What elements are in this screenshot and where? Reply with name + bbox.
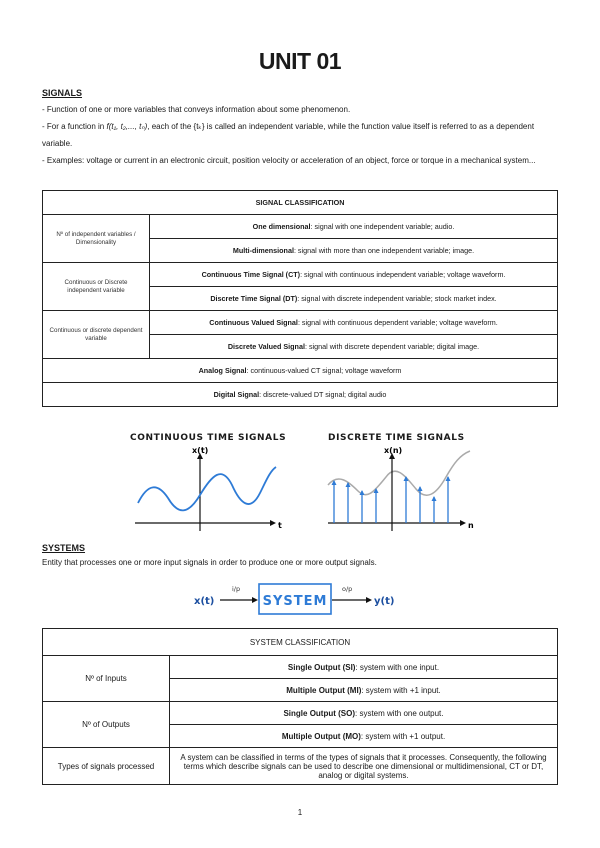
ct-figure-title: CONTINUOUS TIME SIGNALS — [130, 433, 287, 443]
signals-bullet-1: - Function of one or more variables that conveys information about some phenomenon. — [42, 105, 351, 114]
system-block-diagram — [190, 580, 420, 616]
table-group-label: Nº of Outputs — [43, 702, 170, 748]
table-header: SIGNAL CLASSIFICATION — [43, 191, 558, 215]
table-group-label: Nº of Inputs — [43, 656, 170, 702]
table-row: A system can be classified in terms of the types of signals that it processes. Consequently, the following terms which describe signals can be used to describe one dimensional or multidimensional, CT or DT, analog or digital systems. — [170, 748, 558, 785]
dt-sample-arrow-icon — [418, 486, 423, 491]
ct-waveform — [138, 467, 276, 510]
ct-y-label: x(t) — [192, 446, 209, 455]
system-input-label: x(t) — [194, 596, 215, 607]
dt-figure-title: DISCRETE TIME SIGNALS — [328, 433, 465, 443]
system-output-label: y(t) — [374, 596, 395, 607]
system-classification-table — [42, 628, 558, 785]
ct-x-label: t — [278, 521, 282, 530]
table-row: Multiple Output (MI): system with +1 input. — [170, 679, 558, 702]
dt-x-label: n — [468, 521, 474, 530]
table-group-label: Types of signals processed — [43, 748, 170, 785]
systems-definition: Entity that processes one or more input signals in order to produce one or more output signals. — [42, 558, 377, 567]
table-row: Multiple Output (MO): system with +1 output. — [170, 725, 558, 748]
table-row: Digital Signal: discrete-valued DT signal; digital audio — [43, 383, 558, 407]
page-number: 1 — [297, 808, 303, 817]
table-row: Analog Signal: continuous-valued CT signal; voltage waveform — [43, 359, 558, 383]
table-row: Multi-dimensional: signal with more than one independent variable; image. — [150, 239, 558, 263]
table-group-label: Continuous or discrete dependent variable — [43, 311, 150, 359]
output-arrow-icon — [366, 597, 372, 603]
ct-x-arrow-icon — [270, 520, 276, 526]
dt-signal-figure — [320, 443, 480, 533]
system-output-tag: o/p — [342, 585, 353, 593]
systems-heading: SYSTEMS — [42, 543, 86, 553]
signals-bullet-2: - For a function in f(t₁, t₂,..., tₙ), each of the {tₖ} is called an independent variable, while the function value itself is referred to as a dependent variable. — [42, 122, 535, 148]
table-row: Single Output (SI): system with one input. — [170, 656, 558, 679]
signals-definition — [42, 101, 562, 166]
signals-bullet-3: - Examples: voltage or current in an electronic circuit, position velocity or acceleration of an object, force or torque in a mechanical system... — [42, 156, 536, 165]
system-box-label: SYSTEM — [262, 594, 328, 609]
table-header: SYSTEM CLASSIFICATION — [43, 629, 558, 656]
ct-signal-figure — [120, 443, 290, 533]
table-row: Continuous Time Signal (CT): signal with continuous independent variable; voltage waveform. — [150, 263, 558, 287]
dt-y-label: x(n) — [384, 446, 403, 455]
dt-x-arrow-icon — [460, 520, 466, 526]
dt-sample-arrow-icon — [432, 496, 437, 501]
table-row: Single Output (SO): system with one output. — [170, 702, 558, 725]
signal-classification-table — [42, 190, 558, 407]
page-title: UNIT 01 — [258, 48, 342, 74]
table-row: Discrete Valued Signal: signal with discrete dependent variable; digital image. — [150, 335, 558, 359]
table-group-label: Continuous or Discrete independent variable — [43, 263, 150, 311]
table-group-label: Nº of independent variables / Dimensionality — [43, 215, 150, 263]
system-input-tag: i/p — [232, 585, 241, 593]
table-row: One dimensional: signal with one independent variable; audio. — [150, 215, 558, 239]
table-row: Discrete Time Signal (DT): signal with discrete independent variable; stock market index. — [150, 287, 558, 311]
input-arrow-icon — [252, 597, 258, 603]
signals-heading: SIGNALS — [42, 88, 83, 98]
dt-envelope — [328, 451, 470, 495]
table-row: Continuous Valued Signal: signal with continuous dependent variable; voltage waveform. — [150, 311, 558, 335]
